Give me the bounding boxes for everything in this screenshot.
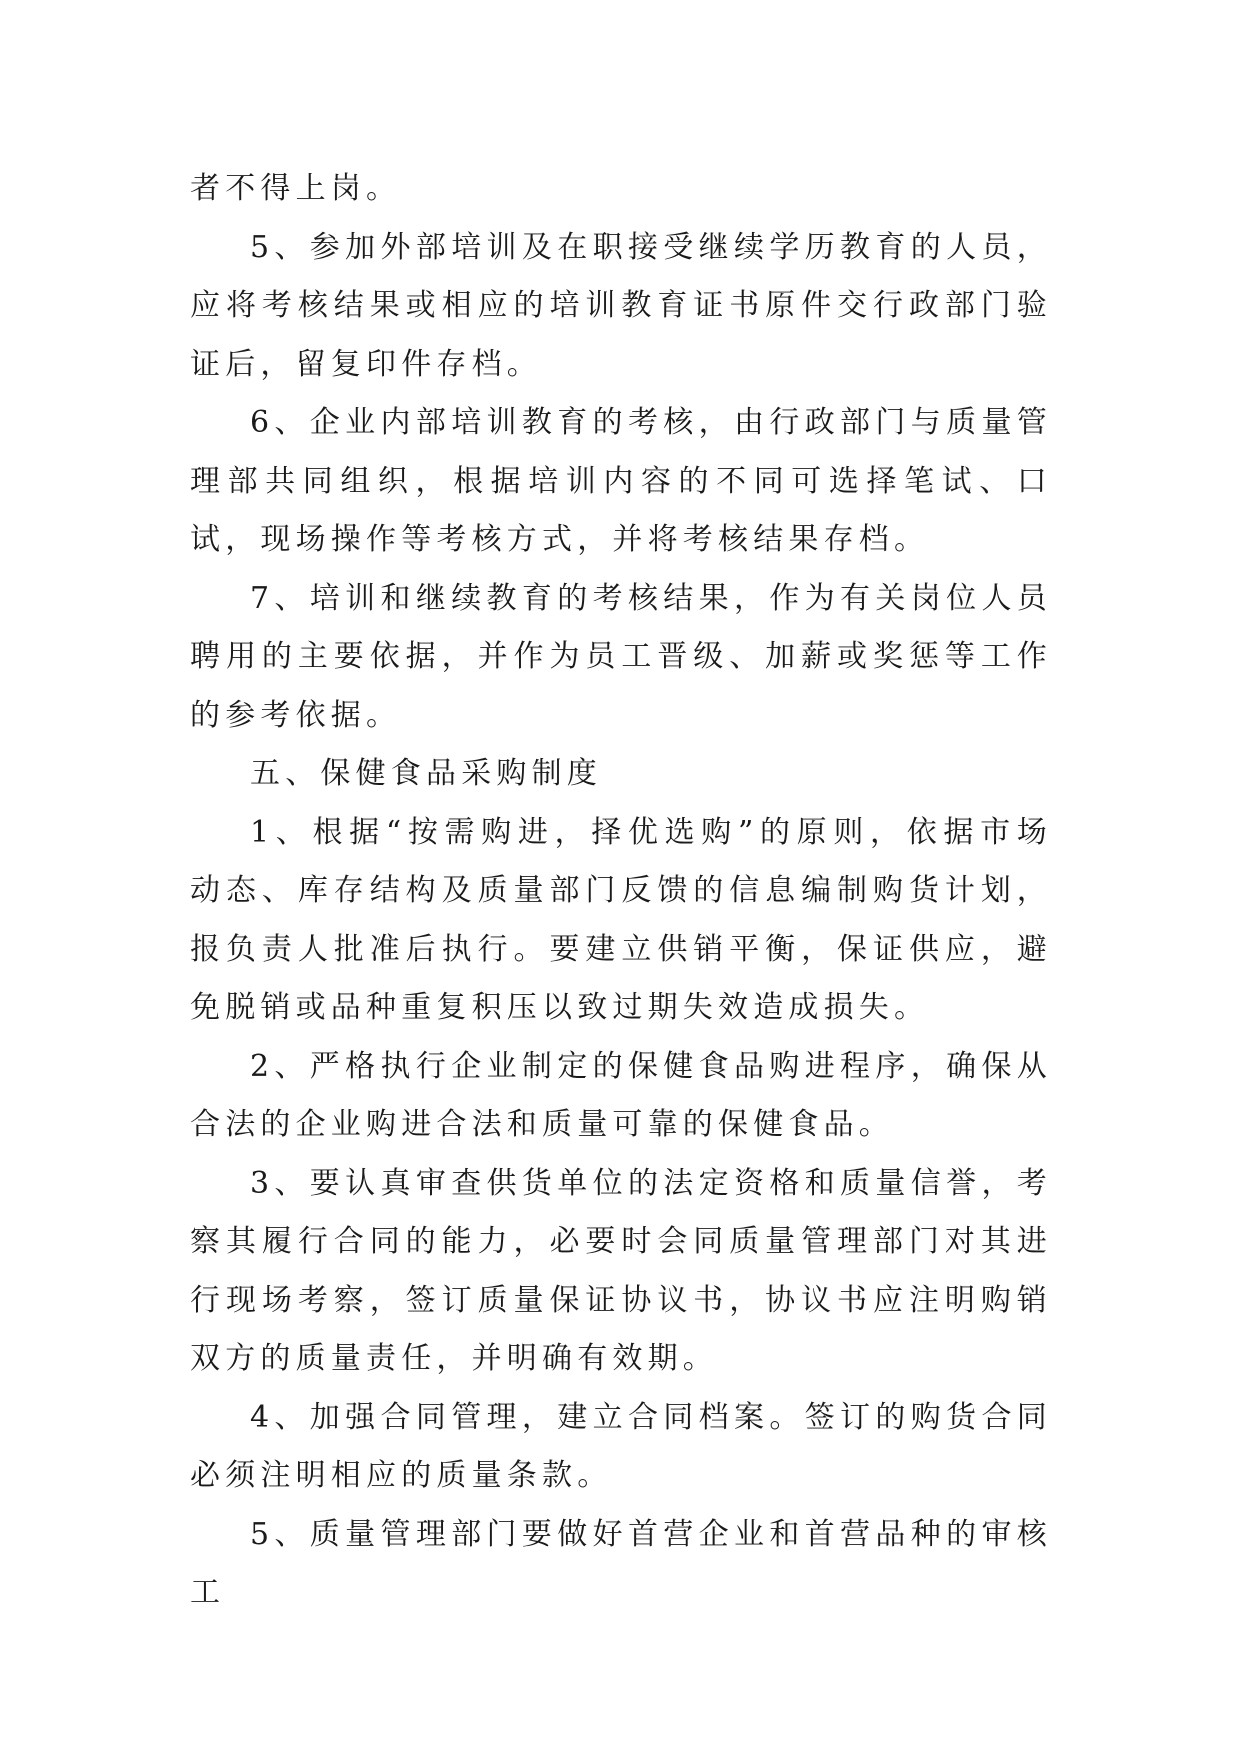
paragraph-item-3-supplier-review: 3、要认真审查供货单位的法定资格和质量信誉，考察其履行合同的能力，必要时会同质量管理部门对其进行现场考察，签订质量保证协议书，协议书应注明购销双方的质量责任，并明确有效期。 — [190, 1165, 1052, 1376]
paragraph-item-1-purchase-plan: 1、根据“按需购进，择优选购”的原则，依据市场动态、库存结构及质量部门反馈的信息编制购货计划，报负责人批准后执行。要建立供销平衡，保证供应，避免脱销或品种重复积压以致过期失效造成损失。 — [190, 814, 1052, 1025]
section-heading-procurement: 五、保健食品采购制度 — [250, 756, 602, 791]
paragraph-item-7-assessment-results: 7、培训和继续教育的考核结果，作为有关岗位人员聘用的主要依据，并作为员工晋级、加薪或奖惩等工作的参考依据。 — [190, 580, 1052, 733]
paragraph-item-6-internal-assessment: 6、企业内部培训教育的考核，由行政部门与质量管理部共同组织，根据培训内容的不同可选择笔试、口试，现场操作等考核方式，并将考核结果存档。 — [190, 405, 1052, 557]
paragraph-item-4-contract-management: 4、加强合同管理，建立合同档案。签订的购货合同必须注明相应的质量条款。 — [190, 1399, 1052, 1493]
document-body — [190, 160, 1052, 1623]
paragraph-item-5-external-training: 5、参加外部培训及在职接受继续学历教育的人员，应将考核结果或相应的培训教育证书原件交行政部门验证后，留复印件存档。 — [190, 229, 1052, 382]
paragraph-item-2-purchase-procedure: 2、严格执行企业制定的保健食品购进程序，确保从合法的企业购进合法和质量可靠的保健食品。 — [190, 1048, 1052, 1142]
paragraph-item-5-first-supplier-review: 5、质量管理部门要做好首营企业和首营品种的审核工 — [190, 1516, 1052, 1610]
paragraph-continuation: 者不得上岗。 — [190, 171, 402, 206]
